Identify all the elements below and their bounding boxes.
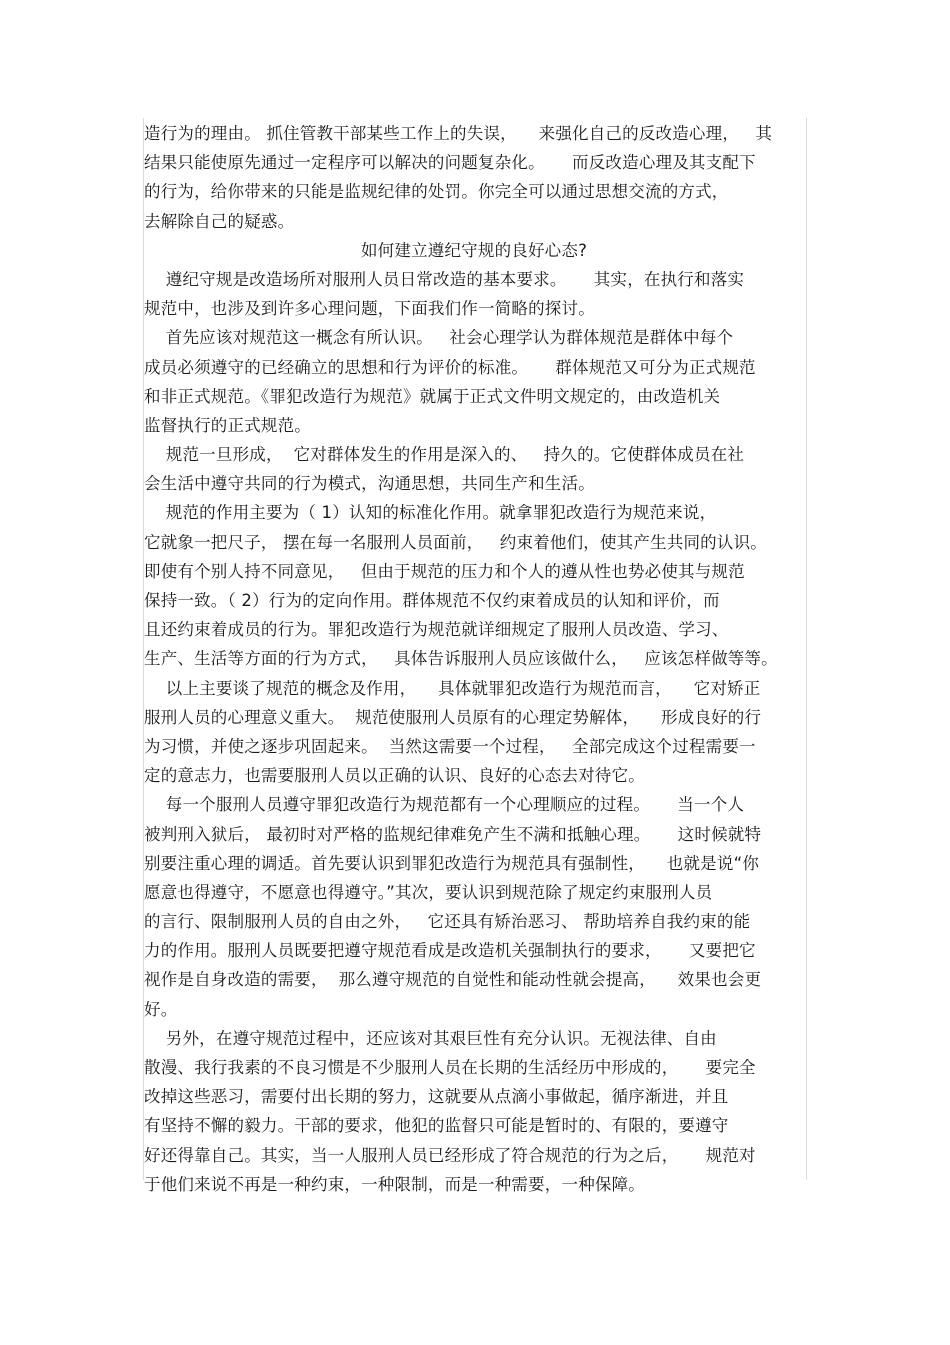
- document-body: [144, 119, 804, 1199]
- text-line: 的行为，给你带来的只能是监规纪律的处罚。你完全可以通过思想交流的方式，: [144, 182, 729, 202]
- text-line: 以上主要谈了规范的概念及作用， 具体就罪犯改造行为规范而言， 它对矫正: [144, 678, 761, 698]
- text-line: 即使有个别人持不同意见， 但由于规范的压力和个人的遵从性也势必使其与规范: [144, 561, 745, 581]
- text-line: 规范的作用主要为（ 1）认知的标准化作用。就拿罪犯改造行为规范来说，: [144, 503, 717, 523]
- text-line: 会生活中遵守共同的行为模式，沟通思想，共同生产和生活。: [144, 474, 595, 494]
- text-line: 另外，在遵守规范过程中，还应该对其艰巨性有充分认识。无视法律、自由: [144, 1028, 717, 1048]
- text-line: 被判刑入狱后， 最初时对严格的监规纪律难免产生不满和抵触心理。 这时候就特: [144, 824, 762, 844]
- text-line: 且还约束着成员的行为。罪犯改造行为规范就详细规定了服刑人员改造、学习、: [144, 620, 729, 640]
- text-line: 保持一致。（ 2）行为的定向作用。群体规范不仅约束着成员的认知和评价，而: [144, 591, 720, 610]
- text-line: 服刑人员的心理意义重大。 规范使服刑人员原有的心理定势解体， 形成良好的行: [144, 707, 762, 727]
- text-line: 造行为的理由。 抓住管教干部某些工作上的失误， 来强化自己的反改造心理， 其: [144, 124, 773, 143]
- text-line: 结果只能使原先通过一定程序可以解决的问题复杂化。 而反改造心理及其支配下: [144, 153, 756, 173]
- text-line: 的言行、限制服刑人员的自由之外， 它还具有矫治恶习、 帮助培养自我约束的能: [144, 912, 751, 932]
- text-line: 遵纪守规是改造场所对服刑人员日常改造的基本要求。 其实，在执行和落实: [144, 269, 745, 289]
- text-line: 好还得靠自己。其实，当一人服刑人员已经形成了符合规范的行为之后， 规范对: [144, 1145, 756, 1165]
- text-line: 定的意志力，也需要服刑人员以正确的认识、良好的心态去对待它。: [144, 766, 645, 786]
- section-title: 如何建立遵纪守规的良好心态?: [360, 240, 588, 260]
- text-line: 生产、生活等方面的行为方式， 具体告诉服刑人员应该做什么， 应该怎样做等等。: [144, 649, 778, 669]
- text-line: 别要注重心理的调适。首先要认识到罪犯改造行为规范具有强制性， 也就是说“你: [144, 853, 760, 873]
- text-line: 去解除自己的疑惑。: [144, 211, 295, 231]
- text-line: 规范一旦形成， 它对群体发生的作用是深入的、 持久的。它使群体成员在社: [144, 445, 745, 465]
- text-line: 于他们来说不再是一种约束，一种限制，而是一种需要，一种保障。: [144, 1174, 645, 1194]
- text-line: 视作是自身改造的需要， 那么遵守规范的自觉性和能动性就会提高， 效果也会更: [144, 970, 762, 990]
- text-line: 首先应该对规范这一概念有所认识。 社会心理学认为群体规范是群体中每个: [144, 328, 734, 348]
- text-line: 它就象一把尺子， 摆在每一名服刑人员面前， 约束着他们，使其产生共同的认识。: [144, 532, 767, 552]
- text-line: 规范中，也涉及到许多心理问题，下面我们作一简略的探讨。: [144, 299, 595, 319]
- text-line: 为习惯，并使之逐步巩固起来。 当然这需要一个过程， 全部完成这个过程需要一: [144, 736, 756, 756]
- text-line: 散漫、我行我素的不良习惯是不少服刑人员在长期的生活经历中形成的， 要完全: [144, 1058, 756, 1077]
- text-line: 有坚持不懈的毅力。干部的要求，他犯的监督只可能是暂时的、有限的，要遵守: [144, 1116, 729, 1136]
- text-line: 愿意也得遵守，不愿意也得遵守。”其次，要认识到规范除了规定约束服刑人员: [144, 882, 713, 902]
- text-line: 改掉这些恶习，需要付出长期的努力，这就要从点滴小事做起，循序渐进，并且: [144, 1087, 729, 1107]
- text-line: 监督执行的正式规范。: [144, 415, 311, 435]
- text-line: 成员必须遵守的已经确立的思想和行为评价的标准。 群体规范又可分为正式规范: [144, 357, 756, 377]
- text-line: 力的作用。服刑人员既要把遵守规范看成是改造机关强制执行的要求， 又要把它: [144, 941, 756, 961]
- text-line: 和非正式规范。《罪犯改造行为规范》就属于正式文件明文规定的，由改造机关: [144, 386, 721, 406]
- text-line: 每一个服刑人员遵守罪犯改造行为规范都有一个心理顺应的过程。 当一个人: [144, 795, 745, 815]
- text-line: 好。: [144, 999, 178, 1019]
